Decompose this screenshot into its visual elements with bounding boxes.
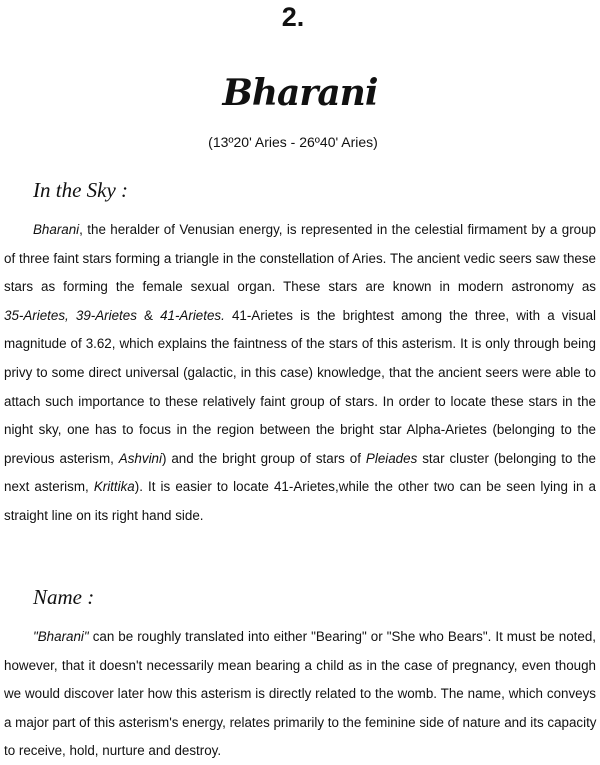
text-line: [4, 686, 596, 702]
text-line: [4, 251, 596, 267]
text: 41-Arietes is the brightest among the three, with a visual: [224, 307, 596, 323]
text: a major part of this asterism's energy, relates primarily to the feminine side of nature and its capacity: [4, 714, 597, 730]
text: &: [136, 307, 161, 323]
text: , the heralder of Venusian energy, is represented in the celestial firmament by a group: [79, 222, 596, 237]
text-line: [4, 394, 596, 410]
italic-text: Krittika: [93, 479, 135, 495]
text-line: [4, 336, 596, 352]
text-line: [4, 658, 596, 674]
italic-text: Ashvini: [118, 450, 162, 466]
italic-text: 41-Arietes.: [160, 307, 225, 323]
text-line: [4, 365, 596, 381]
text-line: [33, 629, 596, 645]
italic-text: "Bharani": [33, 629, 89, 644]
text: attach such importance to these relatively faint group of stars. In order to locate these stars in the: [4, 393, 596, 409]
italic-text: Pleiades: [365, 450, 418, 466]
text-line: [4, 451, 596, 467]
section-heading-in-the-sky: In the Sky :: [33, 178, 129, 202]
chapter-title: Bharani: [222, 72, 378, 114]
text: of three faint stars forming a triangle in the constellation of Aries. The ancient vedic seers saw these: [4, 250, 596, 266]
text: to receive, hold, nurture and destroy.: [4, 743, 222, 759]
text: ) and the bright group of stars of: [161, 450, 366, 466]
text: next asterism,: [4, 479, 94, 495]
chapter-number: 2.: [281, 2, 305, 32]
text-line: [4, 308, 596, 324]
text: straight line on its right hand side.: [4, 508, 204, 523]
text-line: [4, 508, 596, 524]
text-line: [4, 422, 596, 438]
italic-text: Bharani: [33, 222, 80, 237]
text: privy to some direct universal (galactic, in this case) knowledge, that the ancient seers were able to: [4, 365, 596, 380]
text-line: [4, 743, 596, 759]
section-heading-name: Name :: [33, 585, 95, 609]
text: stars as forming the female sexual organ. These stars are known in modern astronomy as: [4, 279, 596, 295]
text-line: [4, 279, 596, 295]
text: ). It is easier to locate 41-Arietes,while the other two can be seen lying in a: [134, 479, 596, 495]
text: however, that it doesn't necessarily mean bearing a child as in the case of pregnancy, even though: [4, 657, 596, 673]
text: night sky, one has to focus in the region between the bright star Alpha-Arietes (belonging to the: [4, 422, 596, 438]
text-line: [33, 222, 596, 238]
italic-text: 35-Arietes, 39-Arietes: [4, 307, 137, 323]
text: we would discover later how this asterism is directly related to the womb. The name, which conveys: [4, 686, 596, 702]
text: star cluster (belonging to the: [417, 450, 597, 466]
text: magnitude of 3.62, which explains the faintness of the stars of this asterism. It is only through being: [4, 336, 596, 352]
text-line: [4, 715, 596, 731]
text: previous asterism,: [4, 450, 119, 466]
zodiac-range: (13º20' Aries - 26º40' Aries): [208, 134, 378, 150]
text: can be roughly translated into either "Bearing" or "She who Bears". It must be noted,: [88, 629, 596, 644]
text-line: [4, 479, 596, 495]
